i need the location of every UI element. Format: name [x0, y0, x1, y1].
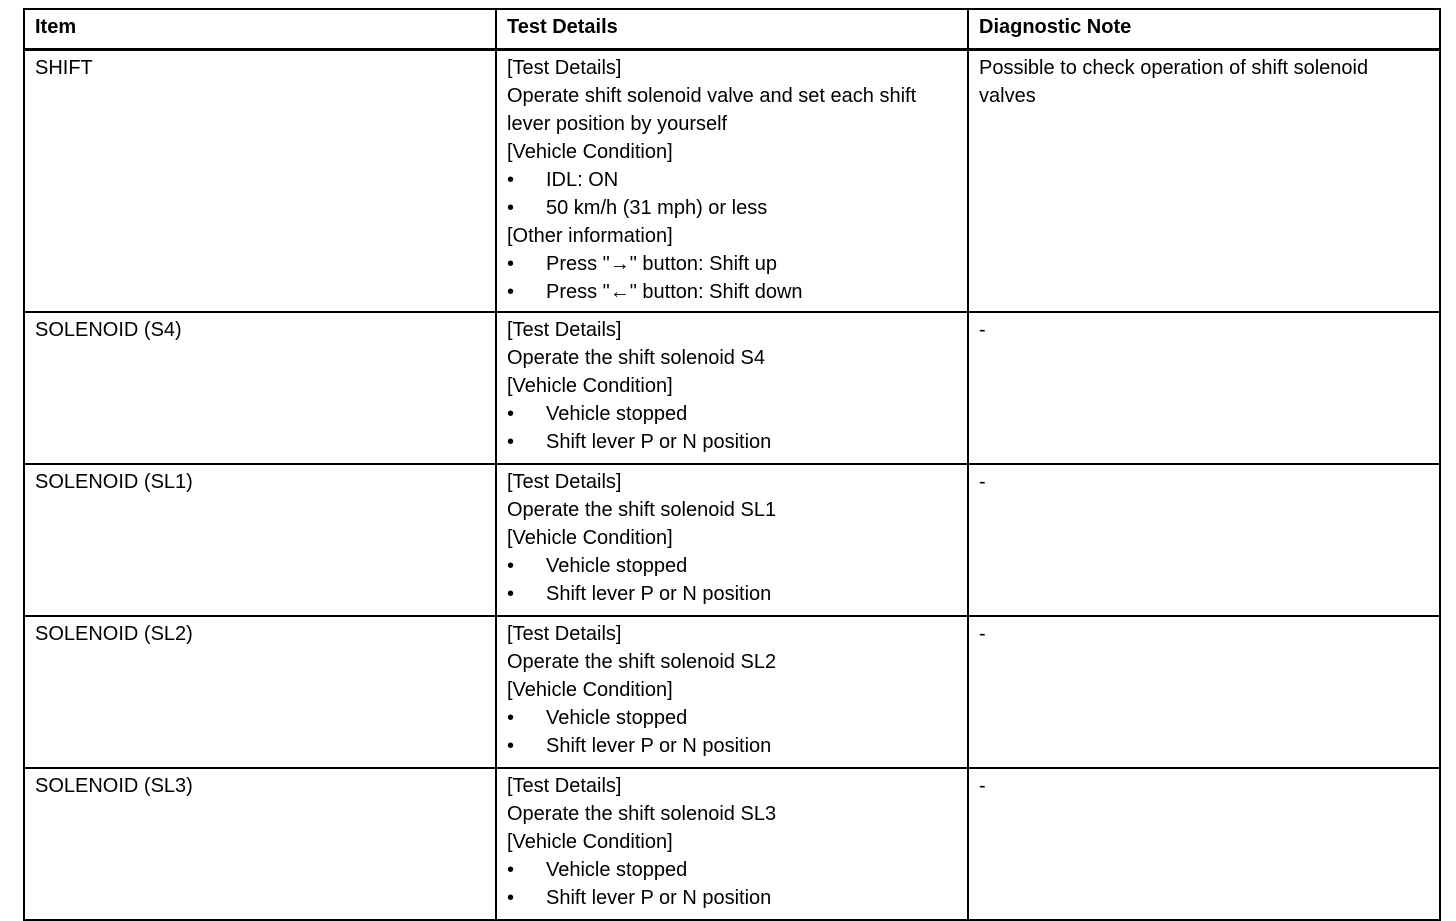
condition-item: • Shift lever P or N position: [507, 884, 957, 912]
condition-item: • Vehicle stopped: [507, 856, 957, 884]
details-cell: [496, 50, 968, 313]
bullet-icon: •: [507, 707, 515, 729]
diagnostic-note-cell: -: [968, 464, 1440, 616]
vehicle-condition-label: [Vehicle Condition]: [507, 679, 673, 701]
other-information-label: [Other information]: [507, 225, 673, 247]
condition-item: • Shift lever P or N position: [507, 732, 957, 760]
test-details-label: [Test Details]: [507, 319, 622, 341]
bullet-icon: •: [507, 431, 515, 453]
bullet-icon: •: [507, 735, 515, 757]
diagnostic-note-cell: -: [968, 312, 1440, 464]
bullet-icon: •: [507, 253, 515, 275]
test-details-text: Operate the shift solenoid SL2: [507, 651, 777, 673]
test-details-text: Operate shift solenoid valve and set each shift lever position by yourself: [507, 85, 917, 135]
bullet-icon: •: [507, 197, 515, 219]
other-info-item: • Press "→" button: Shift up: [507, 250, 957, 278]
test-details-text: Operate the shift solenoid SL1: [507, 499, 777, 521]
table-row: [24, 464, 1440, 616]
details-cell: [496, 312, 968, 464]
table-row: [24, 50, 1440, 313]
item-cell: SHIFT: [24, 50, 496, 313]
details-cell: [496, 768, 968, 920]
test-details-label: [Test Details]: [507, 623, 622, 645]
condition-item: • Vehicle stopped: [507, 400, 957, 428]
table-row: [24, 768, 1440, 920]
condition-item: • 50 km/h (31 mph) or less: [507, 194, 957, 222]
bullet-icon: •: [507, 555, 515, 577]
bullet-icon: •: [507, 859, 515, 881]
table-row: [24, 312, 1440, 464]
item-cell: SOLENOID (SL1): [24, 464, 496, 616]
item-cell: SOLENOID (SL3): [24, 768, 496, 920]
other-info-item: • Press "←" button: Shift down: [507, 278, 957, 306]
bullet-icon: •: [507, 169, 515, 191]
header-item: Item: [24, 9, 496, 50]
test-details-label: [Test Details]: [507, 775, 622, 797]
test-details-text: Operate the shift solenoid SL3: [507, 803, 777, 825]
vehicle-condition-label: [Vehicle Condition]: [507, 141, 673, 163]
diagnostic-note-cell: -: [968, 768, 1440, 920]
header-row: [24, 9, 1440, 50]
condition-item: • Shift lever P or N position: [507, 580, 957, 608]
bullet-icon: •: [507, 281, 515, 303]
header-test-details: Test Details: [496, 9, 968, 50]
vehicle-condition-label: [Vehicle Condition]: [507, 527, 673, 549]
test-details-label: [Test Details]: [507, 57, 622, 79]
test-details-text: Operate the shift solenoid S4: [507, 347, 765, 369]
active-test-table: [23, 8, 1441, 921]
bullet-icon: •: [507, 403, 515, 425]
test-details-label: [Test Details]: [507, 471, 622, 493]
vehicle-condition-label: [Vehicle Condition]: [507, 375, 673, 397]
details-cell: [496, 616, 968, 768]
bullet-icon: •: [507, 887, 515, 909]
diagnostic-note-cell: Possible to check operation of shift solenoid valves: [968, 50, 1440, 313]
item-cell: SOLENOID (SL2): [24, 616, 496, 768]
item-cell: SOLENOID (S4): [24, 312, 496, 464]
header-diagnostic-note: Diagnostic Note: [968, 9, 1440, 50]
condition-item: • Shift lever P or N position: [507, 428, 957, 456]
condition-item: • IDL: ON: [507, 166, 957, 194]
table-row: [24, 616, 1440, 768]
details-cell: [496, 464, 968, 616]
condition-item: • Vehicle stopped: [507, 704, 957, 732]
condition-item: • Vehicle stopped: [507, 552, 957, 580]
diagnostic-note-cell: -: [968, 616, 1440, 768]
bullet-icon: •: [507, 583, 515, 605]
vehicle-condition-label: [Vehicle Condition]: [507, 831, 673, 853]
